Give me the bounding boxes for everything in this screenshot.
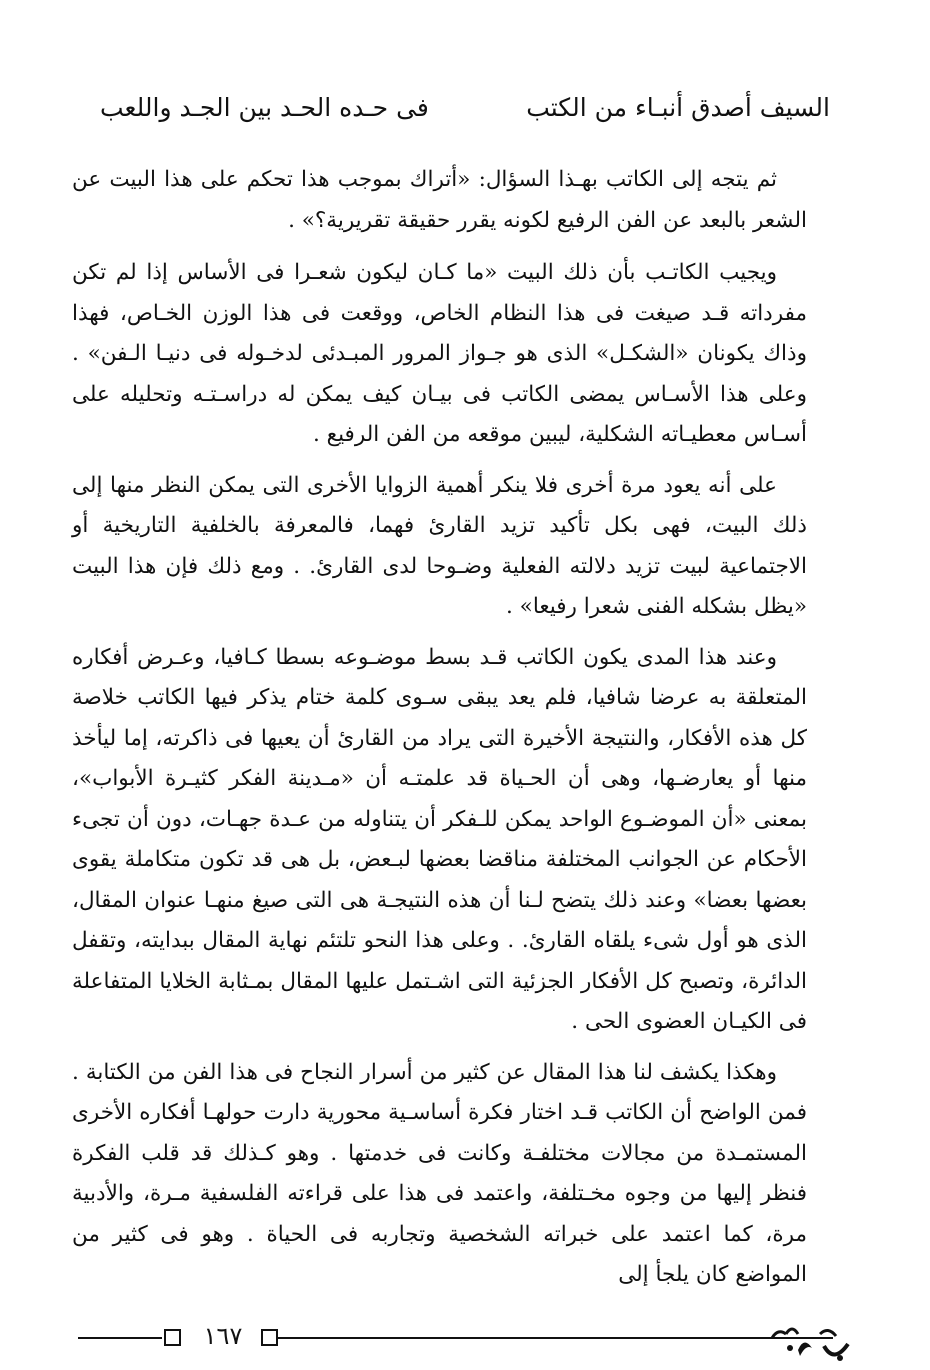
paragraph: وعند هذا المدى يكون الكاتب قـد بسط موضـوعه بسطا كـافيا، وعـرض أفكاره المتعلقة به عرضا شافيا، فلم يعد يبقى سـوى كلمة ختام يذكر فيها الكاتب خلاصة كل هذه الأفكار، والنتيجة الأخيرة التى يراد من القارئ أن يعيها فى ذاكرته، إما ليأخذ منها أو يعارضـها، وهى أن الحـياة قد علمتـه أن «مـدينة الفكر كثيـرة الأبواب»، بمعنى «أن الموضـوع الواحد يمكن للـفكر أن يتناوله من عـدة جهـات، دون أن تجىء الأحكام عن الجوانب المختلفة مناقضا بعضها لبـعض، بل هى قد تكون متكاملة يقوى بعضها بعضا» وعند ذلك يتضح لـنا أن هذه النتيجـة هى التى صيغ منهـا عنوان المقال، الذى هو أول شىء يلقاه القارئ. . وعلى هذا النحو تلتئم نهاية المقال ببدايته، وتقفل الدائرة، وتصبح كل الأفكار الجزئية التى اشـتمل عليها المقال بمـثابة الخلايا المتفاعلة فى الكيـان العضوى الحى . bbox=[72, 644, 807, 1034]
footer-square-icon bbox=[261, 1329, 278, 1346]
header-verse-right: السيف أصدق أنبـاء من الكتب bbox=[526, 93, 830, 122]
paragraph: وهكذا يكشف لنا هذا المقال عن كثير من أسرار النجاح فى هذا الفن من الكتابة . فمن الواضح أن الكاتب قـد اختار فكرة أساسـية محورية دارت حولهـا أفكاره الأخرى المستمـدة من مجالات مختلفـة وكانت فى خدمتها . وهو كـذلك قد قلب الفكرة فنظر إليها من وجوه مخـتلفة، واعتمد فى هذا على قراءته الفلسفية مـرة، والأدبية مرة، كما اعتمد على خبراته الشخصية وتجاربه فى الحياة . وهو فى كثير من المواضع كان يلجأ إلى bbox=[72, 1059, 807, 1287]
header-verse-left: فى حـده الحـد بين الجـد واللعب bbox=[100, 93, 429, 122]
floral-ornament-icon bbox=[768, 1314, 858, 1366]
paragraph: ثم يتجه إلى الكاتب بهـذا السؤال: «أتراك بموجب هذا تحكم على هذا البيت عن الشعر بالبعد عن الفن الرفيع لكونه يقرر حقيقة تقريرية؟» . bbox=[72, 167, 807, 233]
footer-square-icon bbox=[164, 1329, 181, 1346]
page-footer bbox=[78, 1320, 858, 1360]
paragraph: ويجيب الكاتـب بأن ذلك البيت «ما كـان ليكون شعـرا فى الأساس إذا لم تكن مفرداته قـد صيغت فى هذا النظام الخاص، ووقعت فى هذا الوزن الخـاص، فهذا وذاك يكونان «الشكـل» الذى هو جـواز المرور المبـدئى لدخـوله فى دنيـا الـفن» . وعلى هذا الأسـاس يمضى الكاتب فى بيـان كيف يمكن له دراسـتـه وتحليله على أسـاس معطيـاته الشكلية، ليبين موقعه من الفن الرفيع . bbox=[72, 260, 807, 447]
footer-rule-left bbox=[78, 1337, 162, 1339]
running-header bbox=[100, 88, 830, 128]
footer-rule-right bbox=[278, 1337, 833, 1339]
paragraph: على أنه يعود مرة أخرى فلا ينكر أهمية الزوايا الأخرى التى يمكن النظر منها إلى ذلك البيت، فهى بكل تأكيد تزيد القارئ فهما، فالمعرفة بالخلفية التاريخية أو الاجتماعية لبيت تزيد دلالته الفعلية وضـوحا لدى القارئ. . ومع ذلك فإن هذا البيت «يظل بشكله الفنى شعرا رفيعا» . bbox=[72, 472, 807, 619]
body-text bbox=[72, 160, 807, 1296]
page-number: ١٦٧ bbox=[203, 1322, 243, 1350]
